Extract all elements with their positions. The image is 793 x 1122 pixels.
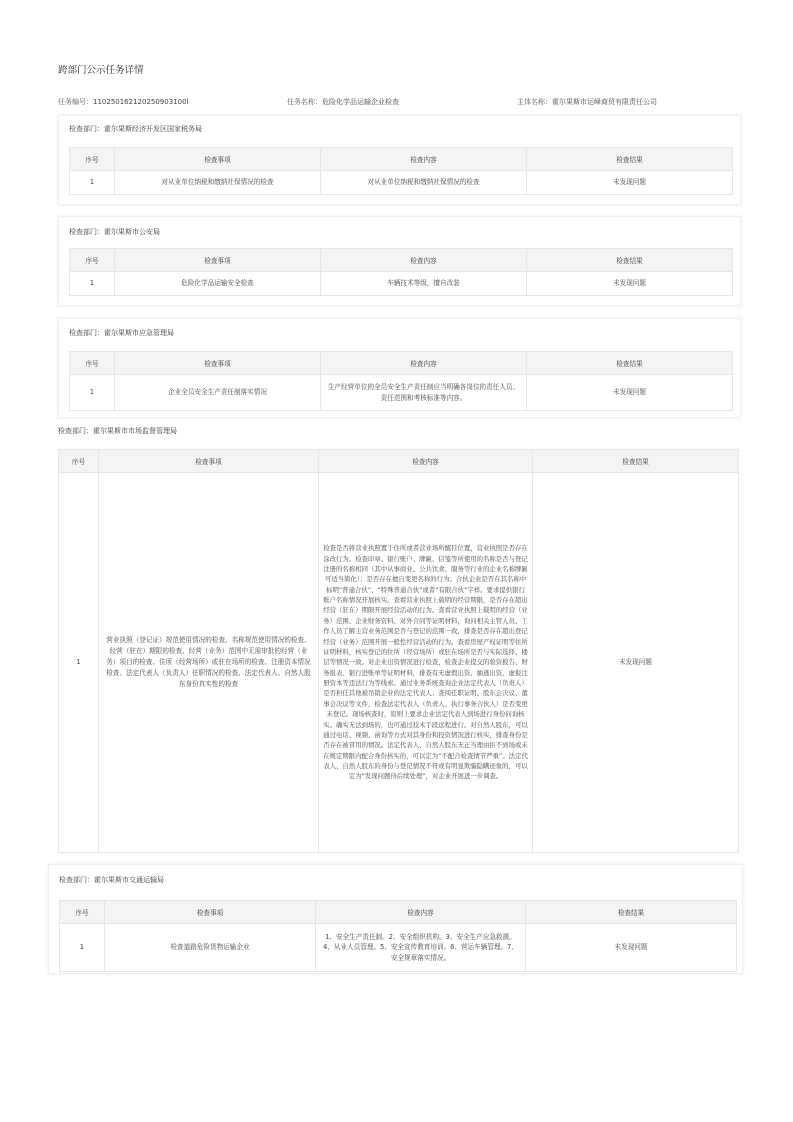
cell-item: 危险化学品运输安全检查 <box>115 272 321 296</box>
cell-content: 车辆技术等级，擅自改装 <box>321 272 527 296</box>
col-content: 检查内容 <box>316 901 526 924</box>
inspection-table <box>69 248 733 296</box>
table-header-row <box>70 352 733 375</box>
table-header-row <box>70 249 733 272</box>
cell-no: 1 <box>60 924 105 972</box>
cell-no: 1 <box>59 473 99 853</box>
col-item: 检查事项 <box>99 450 319 473</box>
inspection-table <box>58 449 739 853</box>
cell-content: 生产经营单位的全员安全生产责任制应当明确各岗位的责任人员、责任范围和考核标准等内容。 <box>321 375 527 411</box>
table-row <box>59 473 739 853</box>
task-number: 任务编号：110250162120250903100l <box>58 98 189 106</box>
inspection-section <box>58 115 741 205</box>
cell-item: 企业全员安全生产责任制落实情况 <box>115 375 321 411</box>
col-content: 检查内容 <box>321 249 527 272</box>
cell-content: 1、安全生产责任制。2、安全组织机构。3、安全生产应急救援。4、从业人员管理。5、安全宣传教育培训。6、营运车辆管理。7、安全规章落实情况。 <box>316 924 526 972</box>
cell-result: 未发现问题 <box>533 473 739 853</box>
inspection-table <box>69 147 733 195</box>
inspection-section <box>58 216 741 306</box>
col-no: 序号 <box>70 148 115 171</box>
table-header-row <box>59 450 739 473</box>
col-no: 序号 <box>70 249 115 272</box>
table-row <box>70 375 733 411</box>
col-result: 检查结果 <box>527 249 733 272</box>
col-content: 检查内容 <box>319 450 533 473</box>
cell-item: 检查道路危险货物运输企业 <box>105 924 316 972</box>
cell-no: 1 <box>70 272 115 296</box>
subject-name: 主体名称：霍尔果斯市运峰商贸有限责任公司 <box>517 98 657 106</box>
dept-label: 检查部门：霍尔果斯市公安局 <box>69 228 160 236</box>
col-content: 检查内容 <box>321 352 527 375</box>
inspection-section <box>48 421 744 855</box>
col-item: 检查事项 <box>115 148 321 171</box>
dept-label: 检查部门：霍尔果斯市应急管理局 <box>69 329 174 337</box>
cell-result: 未发现问题 <box>527 171 733 195</box>
col-result: 检查结果 <box>533 450 739 473</box>
col-no: 序号 <box>59 450 99 473</box>
cell-result: 未发现问题 <box>527 375 733 411</box>
col-result: 检查结果 <box>526 901 737 924</box>
col-result: 检查结果 <box>527 352 733 375</box>
inspection-table <box>59 900 737 972</box>
cell-result: 未发现问题 <box>526 924 737 972</box>
cell-item: 营业执照（登记证）规范使用情况的检查、名称规范使用情况的检查、经营（驻在）期限的检查、经营（业务）范围中无需审批的经营（业务）项目的检查、住所（经营场所）或驻在场所的检查、注册资本情况检查、法定代表人（负责人）任职情况的检查、法定代表人、自然人股东身份真实性的检查 <box>99 473 319 853</box>
table-row <box>60 924 737 972</box>
col-item: 检查事项 <box>115 352 321 375</box>
dept-label: 检查部门：霍尔果斯市交通运输局 <box>59 876 164 884</box>
col-no: 序号 <box>70 352 115 375</box>
page-title: 跨部门公示任务详情 <box>58 65 144 76</box>
inspection-section <box>48 864 743 974</box>
cell-result: 未发现问题 <box>527 272 733 296</box>
task-name: 任务名称：危险化学品运输企业检查 <box>287 98 399 106</box>
cell-no: 1 <box>70 375 115 411</box>
col-item: 检查事项 <box>115 249 321 272</box>
dept-label: 检查部门：霍尔果斯市市场监督管理局 <box>58 427 177 435</box>
table-header-row <box>60 901 737 924</box>
cell-content: 检查是否将营业执照置于住所或者营业场所醒目位置，营业执照是否存在涂改行为。检查印章、银行账户、牌匾、信笺等所使用的名称是否与登记注册的名称相同（其中从事商业、公共饮食、服务等行业的企业名称牌匾可适当简化）；是否存在擅自变更名称的行为；合伙企业是否在其名称中标明“普通合伙”、“特殊普通合伙”或者“有限合伙”字样。要求提供银行账户名称情况开展核实。查看营业执照上载明的经营期限，是否存在超出经营（驻在）期限开展经营活动的行为。查看营业执照上载明的经营（业务）范围、企业财务资料、对外合同等证明材料，询问相关主管人员、工作人员了解主营业务范围是否与登记的范围一致，排查是否存在超出登记经营（业务）范围开展一般性经营活动的行为。查看房屋产权证明等住所证明材料，核实登记的住所（经营场所）或驻在场所是否与实际选择、楼层等情况一致。对企业出资情况进行检查，检查企业提交的验资报告、财务报表、银行进账单等证明材料，排查有无虚假出资、抽逃出资、虚报注册资本等违法行为等线索。通过业务系统查询企业法定代表人（负责人）是否担任其他被吊销企业的法定代表人；查阅任职证明、股东会决议、董事会决议等文件，检查法定代表人（负责人、执行事务合伙人）是否变更未登记。现场核查时，原则上要求企业法定代表人到场进行身份问询核实。确实无法到场的，也可通过技术手段远程进行。对自然人股东，可以通过电话、视频、函询等方式对其身份和投资情况进行核实，排查身份是否存在被冒用的情况。法定代表人、自然人股东无正当理由拒不到场或未在规定期限内配合身份核实的，可以定为“不配合检查情节严重”。法定代表人、自然人股东的身份与登记情况不符或有明显欺骗隐瞒迹象的，可以定为“发现问题待后续处理”，对企业开展进一步调查。 <box>319 473 533 853</box>
inspection-section <box>58 318 741 418</box>
col-result: 检查结果 <box>527 148 733 171</box>
cell-content: 对从业单位纳税和缴纳社保情况的检查 <box>321 171 527 195</box>
dept-label: 检查部门：霍尔果斯经济开发区国家税务局 <box>69 125 202 133</box>
col-content: 检查内容 <box>321 148 527 171</box>
table-header-row <box>70 148 733 171</box>
inspection-table <box>69 351 733 411</box>
col-no: 序号 <box>60 901 105 924</box>
table-row <box>70 272 733 296</box>
col-item: 检查事项 <box>105 901 316 924</box>
table-row <box>70 171 733 195</box>
cell-item: 对从业单位纳税和缴纳社保情况的检查 <box>115 171 321 195</box>
cell-no: 1 <box>70 171 115 195</box>
